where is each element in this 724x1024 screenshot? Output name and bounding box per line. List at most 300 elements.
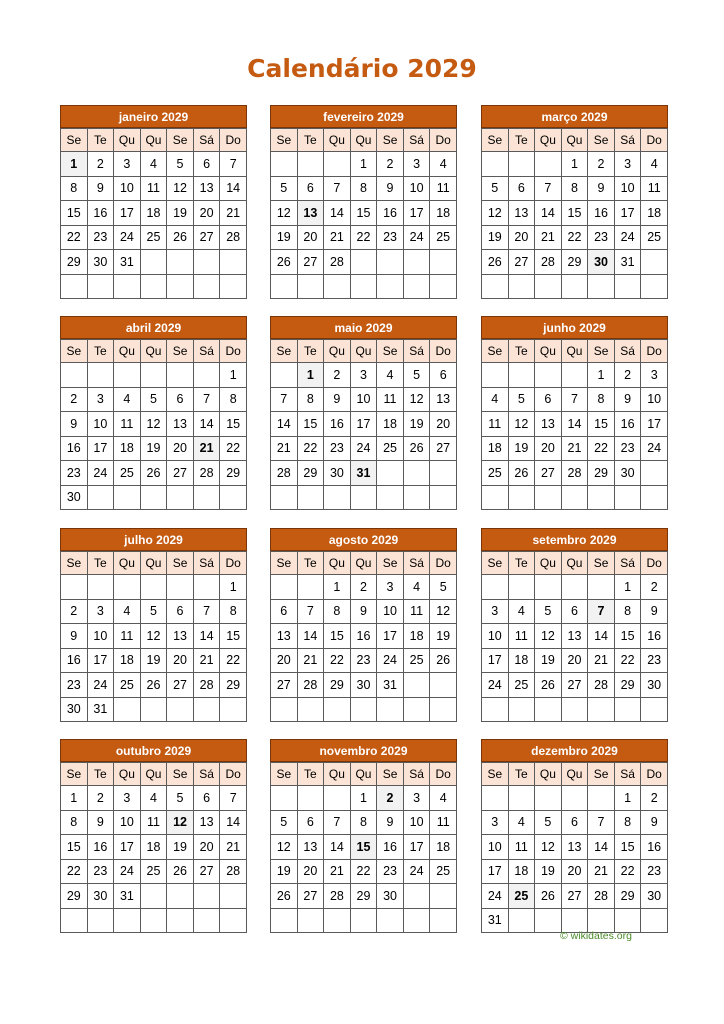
day-cell: 17 [87, 648, 114, 673]
day-cell: 5 [508, 387, 535, 412]
empty-day-cell [167, 908, 194, 933]
empty-day-cell [508, 697, 535, 722]
month-block [60, 528, 247, 722]
day-cell: 2 [588, 152, 615, 177]
week-row [61, 461, 247, 486]
day-cell: 17 [87, 436, 114, 461]
week-row [61, 648, 247, 673]
weekday-label: Se [588, 763, 615, 786]
day-cell: 14 [535, 201, 562, 226]
weekday-label: Se [167, 763, 194, 786]
day-cell: 8 [614, 810, 641, 835]
day-cell: 19 [140, 648, 167, 673]
empty-day-cell [482, 485, 509, 510]
week-row [61, 786, 247, 811]
day-cell: 11 [430, 176, 457, 201]
empty-day-cell [140, 908, 167, 933]
day-cell: 21 [220, 835, 247, 860]
day-cell: 5 [167, 786, 194, 811]
day-cell: 2 [350, 575, 377, 600]
empty-day-cell [430, 673, 457, 698]
day-cell: 9 [614, 387, 641, 412]
day-cell: 22 [61, 859, 88, 884]
day-cell: 5 [167, 152, 194, 177]
day-cell: 6 [193, 152, 220, 177]
day-cell: 3 [614, 152, 641, 177]
month-table [481, 762, 668, 933]
week-row [482, 599, 668, 624]
empty-day-cell [167, 274, 194, 299]
week-row [271, 412, 457, 437]
day-cell: 30 [87, 884, 114, 909]
empty-day-cell [324, 697, 351, 722]
empty-day-cell [61, 363, 88, 388]
empty-day-cell [297, 485, 324, 510]
month-title: junho 2029 [481, 316, 668, 339]
week-row [61, 673, 247, 698]
week-row [271, 697, 457, 722]
weekday-row [482, 129, 668, 152]
weekday-label: Qu [535, 129, 562, 152]
empty-day-cell [535, 575, 562, 600]
day-cell: 27 [561, 884, 588, 909]
day-cell: 5 [271, 810, 298, 835]
day-cell: 29 [297, 461, 324, 486]
weekday-label: Qu [324, 340, 351, 363]
day-cell: 15 [561, 201, 588, 226]
day-cell: 10 [641, 387, 668, 412]
day-cell: 24 [350, 436, 377, 461]
day-cell: 23 [641, 648, 668, 673]
empty-day-cell [641, 908, 668, 933]
month-title: fevereiro 2029 [270, 105, 457, 128]
day-cell: 20 [535, 436, 562, 461]
day-cell: 5 [482, 176, 509, 201]
weekday-label: Do [641, 129, 668, 152]
empty-day-cell [403, 485, 430, 510]
day-cell: 4 [430, 152, 457, 177]
day-cell: 2 [324, 363, 351, 388]
weekday-label: Te [297, 763, 324, 786]
day-cell: 6 [297, 810, 324, 835]
empty-day-cell [350, 908, 377, 933]
week-row [482, 436, 668, 461]
day-cell: 5 [140, 387, 167, 412]
day-cell: 4 [430, 786, 457, 811]
empty-day-cell [167, 485, 194, 510]
day-cell: 1 [350, 152, 377, 177]
day-cell: 21 [588, 859, 615, 884]
week-row [482, 176, 668, 201]
day-cell: 5 [140, 599, 167, 624]
day-cell: 7 [220, 786, 247, 811]
week-row [271, 387, 457, 412]
empty-day-cell [114, 274, 141, 299]
weekday-label: Sá [403, 552, 430, 575]
day-cell: 13 [167, 624, 194, 649]
week-row [61, 810, 247, 835]
weekday-label: Qu [535, 763, 562, 786]
day-cell: 27 [508, 250, 535, 275]
weekday-label: Qu [140, 340, 167, 363]
weekday-label: Se [377, 763, 404, 786]
day-cell: 26 [167, 859, 194, 884]
holiday-day-cell: 15 [350, 835, 377, 860]
day-cell: 8 [61, 810, 88, 835]
day-cell: 15 [614, 835, 641, 860]
weekday-label: Se [482, 552, 509, 575]
empty-day-cell [535, 152, 562, 177]
weekday-label: Do [430, 552, 457, 575]
weekday-label: Do [641, 763, 668, 786]
day-cell: 5 [535, 599, 562, 624]
empty-day-cell [271, 485, 298, 510]
weekday-label: Se [588, 129, 615, 152]
holiday-day-cell: 7 [588, 599, 615, 624]
empty-day-cell [350, 485, 377, 510]
day-cell: 14 [193, 624, 220, 649]
day-cell: 23 [350, 648, 377, 673]
day-cell: 6 [167, 387, 194, 412]
day-cell: 14 [588, 624, 615, 649]
day-cell: 1 [561, 152, 588, 177]
empty-day-cell [297, 575, 324, 600]
day-cell: 8 [350, 176, 377, 201]
day-cell: 4 [508, 810, 535, 835]
weekday-label: Se [61, 129, 88, 152]
day-cell: 6 [193, 786, 220, 811]
empty-day-cell [403, 697, 430, 722]
day-cell: 17 [614, 201, 641, 226]
empty-day-cell [61, 908, 88, 933]
month-title: janeiro 2029 [60, 105, 247, 128]
month-table [481, 339, 668, 510]
day-cell: 12 [140, 412, 167, 437]
day-cell: 27 [297, 250, 324, 275]
day-cell: 12 [271, 835, 298, 860]
day-cell: 2 [87, 152, 114, 177]
week-row [271, 575, 457, 600]
holiday-day-cell: 13 [297, 201, 324, 226]
day-cell: 30 [87, 250, 114, 275]
day-cell: 5 [535, 810, 562, 835]
week-row [271, 810, 457, 835]
holiday-day-cell: 21 [193, 436, 220, 461]
day-cell: 20 [193, 201, 220, 226]
day-cell: 9 [61, 412, 88, 437]
month-block [481, 528, 668, 722]
day-cell: 12 [271, 201, 298, 226]
month-block [270, 105, 457, 299]
day-cell: 26 [535, 673, 562, 698]
day-cell: 3 [350, 363, 377, 388]
weekday-label: Sá [193, 129, 220, 152]
day-cell: 8 [61, 176, 88, 201]
empty-day-cell [508, 152, 535, 177]
empty-day-cell [508, 274, 535, 299]
week-row [482, 152, 668, 177]
day-cell: 13 [193, 810, 220, 835]
day-cell: 4 [140, 786, 167, 811]
week-row [271, 648, 457, 673]
day-cell: 12 [403, 387, 430, 412]
day-cell: 25 [430, 225, 457, 250]
empty-day-cell [324, 485, 351, 510]
empty-day-cell [167, 250, 194, 275]
day-cell: 13 [297, 835, 324, 860]
day-cell: 29 [614, 673, 641, 698]
empty-day-cell [641, 274, 668, 299]
week-row [482, 835, 668, 860]
empty-day-cell [324, 152, 351, 177]
week-row [271, 835, 457, 860]
week-row [61, 387, 247, 412]
day-cell: 25 [482, 461, 509, 486]
day-cell: 7 [561, 387, 588, 412]
weekday-label: Se [377, 552, 404, 575]
week-row [61, 884, 247, 909]
week-row [271, 176, 457, 201]
day-cell: 3 [403, 152, 430, 177]
empty-day-cell [297, 908, 324, 933]
weekday-label: Te [87, 340, 114, 363]
day-cell: 29 [220, 673, 247, 698]
day-cell: 8 [588, 387, 615, 412]
day-cell: 7 [193, 599, 220, 624]
week-row [482, 201, 668, 226]
day-cell: 9 [350, 599, 377, 624]
day-cell: 3 [377, 575, 404, 600]
day-cell: 23 [377, 859, 404, 884]
day-cell: 16 [377, 201, 404, 226]
day-cell: 16 [87, 201, 114, 226]
weekday-label: Qu [561, 340, 588, 363]
day-cell: 23 [588, 225, 615, 250]
day-cell: 28 [588, 884, 615, 909]
day-cell: 25 [403, 648, 430, 673]
empty-day-cell [140, 884, 167, 909]
empty-day-cell [614, 274, 641, 299]
month-table [270, 551, 457, 722]
holiday-day-cell: 12 [167, 810, 194, 835]
weekday-label: Sá [403, 129, 430, 152]
day-cell: 19 [140, 436, 167, 461]
empty-day-cell [535, 786, 562, 811]
day-cell: 30 [350, 673, 377, 698]
day-cell: 18 [482, 436, 509, 461]
weekday-label: Se [482, 763, 509, 786]
weekday-label: Se [167, 552, 194, 575]
day-cell: 27 [193, 859, 220, 884]
empty-day-cell [271, 786, 298, 811]
weekday-label: Te [508, 340, 535, 363]
empty-day-cell [614, 908, 641, 933]
empty-day-cell [220, 274, 247, 299]
day-cell: 26 [167, 225, 194, 250]
day-cell: 8 [220, 387, 247, 412]
day-cell: 12 [482, 201, 509, 226]
day-cell: 4 [377, 363, 404, 388]
empty-day-cell [561, 908, 588, 933]
credit-text[interactable]: © wikidates.org [560, 930, 632, 942]
empty-day-cell [61, 575, 88, 600]
empty-day-cell [193, 250, 220, 275]
day-cell: 29 [61, 250, 88, 275]
week-row [271, 884, 457, 909]
empty-day-cell [561, 274, 588, 299]
day-cell: 28 [220, 859, 247, 884]
empty-day-cell [297, 274, 324, 299]
weekday-label: Se [167, 340, 194, 363]
week-row [271, 363, 457, 388]
weekday-row [271, 129, 457, 152]
day-cell: 29 [588, 461, 615, 486]
weekday-label: Te [87, 763, 114, 786]
day-cell: 2 [641, 786, 668, 811]
day-cell: 22 [297, 436, 324, 461]
day-cell: 14 [561, 412, 588, 437]
day-cell: 11 [114, 624, 141, 649]
empty-day-cell [114, 485, 141, 510]
day-cell: 28 [220, 225, 247, 250]
day-cell: 31 [482, 908, 509, 933]
month-title: agosto 2029 [270, 528, 457, 551]
day-cell: 13 [508, 201, 535, 226]
day-cell: 19 [271, 859, 298, 884]
week-row [61, 859, 247, 884]
day-cell: 8 [561, 176, 588, 201]
empty-day-cell [403, 908, 430, 933]
empty-day-cell [114, 908, 141, 933]
day-cell: 7 [297, 599, 324, 624]
weekday-label: Se [271, 129, 298, 152]
day-cell: 15 [61, 835, 88, 860]
day-cell: 24 [403, 859, 430, 884]
weekday-label: Do [220, 552, 247, 575]
weekday-label: Te [508, 552, 535, 575]
empty-day-cell [167, 363, 194, 388]
day-cell: 10 [482, 624, 509, 649]
month-block [270, 316, 457, 510]
day-cell: 28 [193, 461, 220, 486]
empty-day-cell [561, 363, 588, 388]
day-cell: 28 [193, 673, 220, 698]
day-cell: 9 [61, 624, 88, 649]
day-cell: 26 [482, 250, 509, 275]
holiday-day-cell: 2 [377, 786, 404, 811]
empty-day-cell [193, 575, 220, 600]
month-title: maio 2029 [270, 316, 457, 339]
weekday-label: Te [508, 129, 535, 152]
day-cell: 30 [377, 884, 404, 909]
day-cell: 11 [482, 412, 509, 437]
day-cell: 1 [220, 575, 247, 600]
week-row [271, 485, 457, 510]
day-cell: 16 [61, 648, 88, 673]
weekday-label: Do [220, 129, 247, 152]
day-cell: 4 [508, 599, 535, 624]
day-cell: 1 [614, 786, 641, 811]
day-cell: 9 [641, 599, 668, 624]
empty-day-cell [614, 485, 641, 510]
weekday-label: Sá [614, 552, 641, 575]
weekday-label: Do [641, 552, 668, 575]
day-cell: 20 [193, 835, 220, 860]
day-cell: 4 [140, 152, 167, 177]
day-cell: 4 [641, 152, 668, 177]
day-cell: 24 [403, 225, 430, 250]
weekday-label: Se [61, 763, 88, 786]
empty-day-cell [167, 575, 194, 600]
day-cell: 18 [140, 201, 167, 226]
empty-day-cell [220, 485, 247, 510]
day-cell: 31 [614, 250, 641, 275]
week-row [482, 461, 668, 486]
day-cell: 2 [377, 152, 404, 177]
weekday-label: Se [61, 340, 88, 363]
weekday-label: Se [167, 129, 194, 152]
day-cell: 14 [297, 624, 324, 649]
day-cell: 10 [87, 412, 114, 437]
empty-day-cell [193, 884, 220, 909]
weekday-label: Do [641, 340, 668, 363]
day-cell: 2 [641, 575, 668, 600]
day-cell: 30 [641, 884, 668, 909]
day-cell: 7 [535, 176, 562, 201]
weekday-label: Do [220, 340, 247, 363]
empty-day-cell [482, 274, 509, 299]
empty-day-cell [271, 697, 298, 722]
day-cell: 25 [140, 859, 167, 884]
day-cell: 22 [588, 436, 615, 461]
day-cell: 6 [430, 363, 457, 388]
week-row [482, 624, 668, 649]
day-cell: 23 [87, 225, 114, 250]
day-cell: 31 [114, 250, 141, 275]
empty-day-cell [641, 485, 668, 510]
day-cell: 31 [114, 884, 141, 909]
day-cell: 21 [535, 225, 562, 250]
day-cell: 22 [220, 648, 247, 673]
day-cell: 30 [61, 697, 88, 722]
empty-day-cell [114, 697, 141, 722]
week-row [61, 250, 247, 275]
day-cell: 8 [297, 387, 324, 412]
month-block [270, 739, 457, 933]
day-cell: 25 [377, 436, 404, 461]
day-cell: 6 [271, 599, 298, 624]
day-cell: 20 [508, 225, 535, 250]
weekday-row [61, 129, 247, 152]
empty-day-cell [193, 908, 220, 933]
empty-day-cell [508, 908, 535, 933]
weekday-label: Sá [403, 340, 430, 363]
empty-day-cell [220, 908, 247, 933]
day-cell: 30 [324, 461, 351, 486]
empty-day-cell [193, 363, 220, 388]
day-cell: 19 [535, 648, 562, 673]
day-cell: 20 [297, 225, 324, 250]
empty-day-cell [167, 697, 194, 722]
day-cell: 23 [614, 436, 641, 461]
empty-day-cell [377, 274, 404, 299]
month-table [270, 128, 457, 299]
week-row [271, 274, 457, 299]
day-cell: 16 [641, 624, 668, 649]
day-cell: 9 [324, 387, 351, 412]
month-block [481, 316, 668, 510]
empty-day-cell [641, 250, 668, 275]
